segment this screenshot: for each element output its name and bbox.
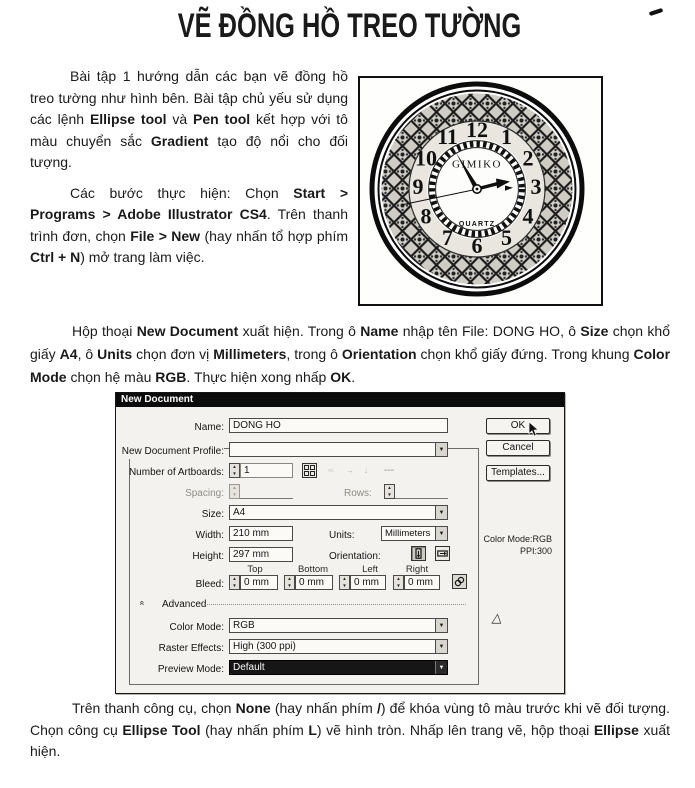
bleed-top-header: Top	[247, 564, 263, 576]
clock-numeral-12: 12	[466, 117, 488, 143]
artboards-label: Number of Artboards:	[128, 467, 224, 479]
size-value: A4	[233, 507, 246, 519]
chevron-down-icon[interactable]: ▼	[435, 527, 447, 540]
orientation-portrait-button[interactable]	[411, 546, 426, 561]
advanced-separator	[204, 604, 466, 605]
paragraph-dialog-description: Hộp thoại New Document xuất hiện. Trong ô Name nhập tên File: DONG HO, ô Size chọn khổ giấy A4, ô Units chọn đơn vị Millimeters, trong ô Orientation chọn khổ giấy đứng. Trong khung Color Mode chọn hệ màu RGB. Thực hiện xong nhấp OK.	[30, 323, 671, 385]
preview-mode-label: Preview Mode:	[157, 664, 224, 676]
advanced-label[interactable]: Advanced	[162, 599, 207, 611]
bleed-top-input[interactable]	[240, 575, 278, 590]
clock-center-dot	[476, 188, 479, 191]
artboard-grid-layout-button[interactable]	[302, 463, 317, 478]
stepper-down-icon: ▼	[287, 582, 292, 588]
stepper-up-icon: ▲	[387, 485, 392, 491]
portrait-page-icon	[413, 548, 424, 559]
clock-numeral-3: 3	[530, 174, 542, 200]
chevron-down-icon[interactable]: ▼	[435, 661, 447, 674]
artboard-spacing-dashes: ---	[384, 465, 394, 477]
stepper-up-icon: ▲	[396, 576, 401, 582]
stepper-up-icon[interactable]: ▲	[232, 464, 237, 470]
profile-dropdown[interactable]	[229, 442, 448, 457]
artboard-row-layout-icon[interactable]: ▫▫	[328, 466, 334, 476]
raster-effects-value: High (300 ppi)	[233, 641, 296, 653]
orientation-landscape-button[interactable]	[435, 546, 450, 561]
stepper-up-icon: ▲	[232, 576, 237, 582]
advanced-collapse-icon[interactable]: «	[137, 600, 148, 606]
profile-label: New Document Profile:	[121, 446, 224, 458]
new-document-dialog	[115, 392, 565, 694]
clock-numeral-2: 2	[522, 145, 534, 171]
bleed-left-stepper[interactable]	[339, 575, 350, 590]
raster-effects-dropdown[interactable]	[229, 639, 448, 654]
clock-numeral-5: 5	[501, 225, 512, 251]
width-value: 210 mm	[233, 528, 270, 540]
bleed-label: Bleed:	[195, 579, 224, 591]
bleed-right-value: 0 mm	[408, 577, 433, 589]
cancel-button[interactable]: Cancel	[486, 440, 550, 456]
intro-section	[30, 66, 670, 306]
bleed-bottom-value: 0 mm	[299, 577, 324, 589]
rows-input[interactable]	[395, 484, 448, 499]
color-mode-label: Color Mode:	[169, 622, 224, 634]
preview-mode-value: Default	[233, 662, 265, 674]
page-title: VẼ ĐỒNG HỒ TREO TƯỜNG	[178, 5, 522, 46]
stepper-down-icon: ▼	[232, 491, 237, 497]
width-input[interactable]	[229, 526, 293, 541]
clock-numeral-11: 11	[437, 124, 458, 150]
bleed-right-header: Right	[405, 564, 429, 576]
paragraph-steps: Các bước thực hiện: Chọn Start > Programs > Adobe Illustrator CS4. Trên thanh trình đơn, chọn File > New (hay nhấn tổ hợp phím Ctrl + N) mở trang làm việc.	[30, 184, 349, 265]
size-label: Size:	[201, 509, 224, 521]
size-dropdown[interactable]	[229, 505, 448, 520]
clock-numeral-8: 8	[420, 203, 432, 229]
intro-text-column	[30, 66, 348, 306]
units-dropdown[interactable]	[381, 526, 448, 541]
bleed-bottom-header: Bottom	[297, 564, 329, 576]
paragraph-tools: Trên thanh công cụ, chọn None (hay nhấn phím /) để khóa vùng tô màu trước khi vẽ đối tượng. Chọn công cụ Ellipse Tool (hay nhấn phím L) vẽ hình tròn. Nhấp lên trang vẽ, hộp thoại Ellipse xuất hiện.	[30, 700, 671, 760]
stepper-down-icon[interactable]: ▼	[232, 470, 237, 476]
height-label: Height:	[192, 551, 224, 563]
clock-illustration	[358, 76, 603, 306]
chevron-down-icon[interactable]: ▼	[435, 619, 447, 632]
height-value: 297 mm	[233, 549, 270, 561]
dialog-title: New Document	[121, 394, 194, 406]
bleed-right-stepper[interactable]	[393, 575, 404, 590]
rows-stepper[interactable]	[384, 484, 395, 499]
color-mode-dropdown[interactable]	[229, 618, 448, 633]
bleed-top-stepper[interactable]	[229, 575, 240, 590]
clock-numeral-9: 9	[412, 174, 424, 200]
document-summary	[464, 533, 552, 557]
landscape-page-icon	[437, 548, 448, 559]
spacing-stepper[interactable]	[229, 484, 240, 499]
chevron-down-icon[interactable]: ▼	[435, 640, 447, 653]
stepper-up-icon: ▲	[232, 485, 237, 491]
clock-image	[360, 78, 601, 304]
artboards-stepper[interactable]	[229, 463, 240, 478]
clock-numeral-6: 6	[471, 233, 483, 259]
stepper-down-icon: ▼	[232, 582, 237, 588]
clock-numeral-1: 1	[501, 124, 512, 150]
name-value: DONG HO	[233, 420, 281, 432]
clock-brand-text: GIMIKO	[452, 158, 502, 171]
units-value: Millimeters	[385, 528, 431, 540]
stepper-up-icon: ▲	[342, 576, 347, 582]
bleed-link-button[interactable]	[452, 574, 467, 589]
name-label: Name:	[194, 422, 224, 434]
templates-button[interactable]: Templates...	[486, 465, 550, 481]
bleed-left-value: 0 mm	[354, 577, 379, 589]
clock-numeral-10: 10	[415, 145, 437, 171]
bleed-bottom-stepper[interactable]	[284, 575, 295, 590]
document-page	[0, 5, 695, 788]
stepper-down-icon: ▼	[396, 582, 401, 588]
orientation-label: Orientation:	[329, 551, 381, 563]
dialog-titlebar[interactable]	[116, 393, 564, 407]
stepper-down-icon: ▼	[387, 491, 392, 497]
warning-triangle-icon: △	[491, 610, 504, 626]
artboard-arrange-right-icon[interactable]: →	[346, 466, 354, 476]
color-mode-value: RGB	[233, 620, 255, 632]
mouse-cursor-icon	[528, 422, 540, 437]
width-label: Width:	[195, 530, 224, 542]
units-label: Units:	[329, 530, 355, 542]
clock-numeral-4: 4	[522, 203, 534, 229]
bleed-bottom-input[interactable]	[295, 575, 333, 590]
clock-movement-text: QUARTZ	[458, 220, 496, 228]
stepper-down-icon: ▼	[342, 582, 347, 588]
bleed-left-header: Left	[362, 564, 378, 576]
bleed-top-value: 0 mm	[244, 577, 269, 589]
ok-button[interactable]: OK	[486, 418, 550, 434]
clock-numeral-7: 7	[442, 225, 453, 251]
preview-mode-dropdown[interactable]	[229, 660, 448, 675]
artboards-value: 1	[244, 465, 250, 477]
rows-label: Rows:	[344, 488, 372, 500]
summary-color-mode: Color Mode:RGB	[483, 534, 552, 545]
summary-ppi: PPI:300	[519, 546, 552, 557]
artboard-arrange-down-icon[interactable]: ↓	[364, 466, 368, 476]
name-input[interactable]	[229, 418, 448, 433]
grid-icon	[304, 465, 315, 476]
spacing-input[interactable]	[240, 484, 293, 499]
spacing-label: Spacing:	[185, 488, 224, 500]
stepper-up-icon: ▲	[287, 576, 292, 582]
paragraph-intro: Bài tập 1 hướng dẫn các bạn vẽ đồng hồ treo tường như hình bên. Bài tập chủ yếu sử dụng các lệnh Ellipse tool và Pen tool kết hợp với tô màu chuyển sắc Gradient tạo độ nổi cho đối tượng.	[30, 68, 349, 170]
bleed-right-input[interactable]	[404, 575, 440, 590]
chevron-down-icon[interactable]: ▼	[435, 506, 447, 519]
chevron-down-icon[interactable]: ▼	[435, 443, 447, 456]
chain-link-icon	[454, 576, 465, 587]
height-input[interactable]	[229, 547, 293, 562]
bleed-left-input[interactable]	[350, 575, 386, 590]
artboards-input[interactable]	[240, 463, 293, 478]
raster-effects-label: Raster Effects:	[158, 643, 224, 655]
